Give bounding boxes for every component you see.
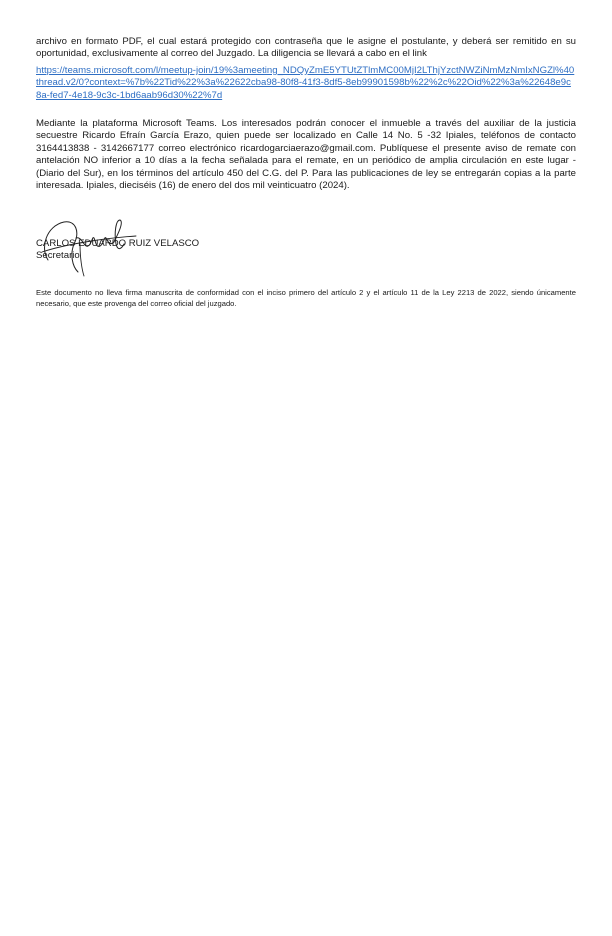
signer-role: Secretario (36, 250, 80, 262)
teams-meeting-link[interactable]: https://teams.microsoft.com/l/meetup-join/19%3ameeting_NDQyZmE5YTUtZTlmMC00MjI2LThjYzctNWZiNmMzNmIxNGZl%40thread.v2/0?context=%7b%22Tid%22%3a%22622cba98-80f8-41f3-8df5-8eb99901598b%22%2c%22Oid%22%3a%22648e9c8a-fed7-4e18-9c3c-1bd6aab96d30%22%7d (36, 64, 575, 101)
signer-name: CARLOS EDUARDO RUIZ VELASCO (36, 238, 200, 250)
document-page (36, 36, 576, 309)
main-paragraph: Mediante la plataforma Microsoft Teams. Los interesados podrán conocer el inmueble a través del auxiliar de la justicia secuestre Ricardo Efraín García Erazo, quien puede ser localizado en Calle 14 No. 5 -32 Ipiales, teléfonos de contacto 3164413838 - 3142667177 correo electrónico ricardogarciaerazo@gmail.com. Publíquese el presente aviso de remate con antelación NO inferior a 10 días a la fecha señalada para el remate, en un periódico de amplia circulación en este lugar -(Diario del Sur), en los términos del artículo 450 del C.G. del P. Para las publicaciones de ley se entregarán copias a la parte interesada. Ipiales, dieciséis (16) de enero del dos mil veinticuatro (2024). (36, 118, 576, 192)
legal-footer-note: Este documento no lleva firma manuscrita de conformidad con el inciso primero del artículo 2 y el artículo 11 de la Ley 2213 de 2022, siendo únicamente necesario, que este provenga del correo oficial del juzgado. (36, 288, 576, 308)
signature-block (36, 216, 576, 276)
intro-paragraph: archivo en formato PDF, el cual estará protegido con contraseña que le asigne el postulante, y deberá ser remitido en su oportunidad, exclusivamente al correo del Juzgado. La diligencia se llevará a cabo en el link (36, 36, 576, 60)
